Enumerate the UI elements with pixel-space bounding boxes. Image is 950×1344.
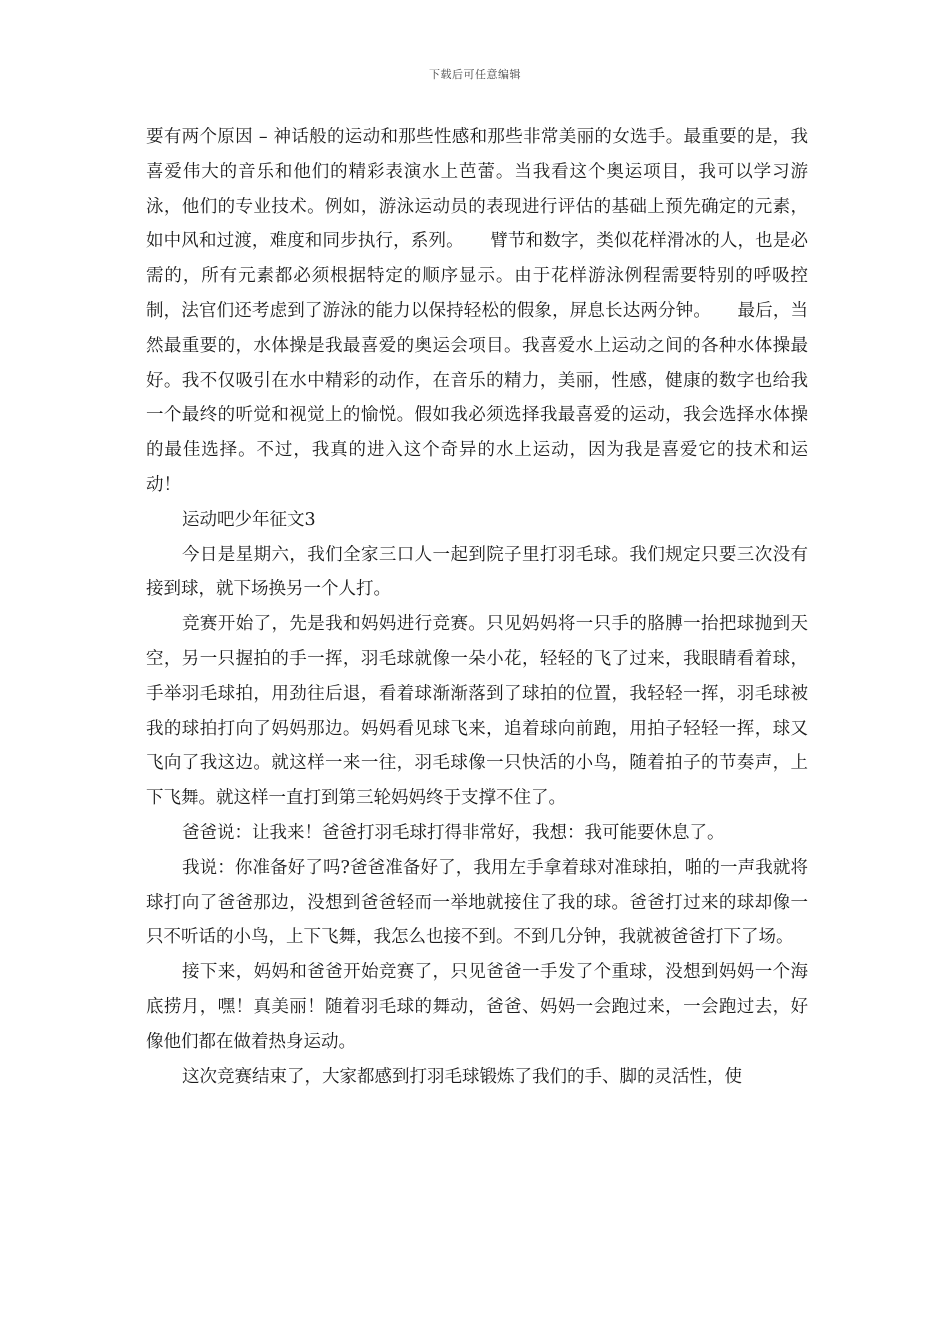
paragraph: 这次竞赛结束了，大家都感到打羽毛球锻炼了我们的手、脚的灵活性，使 bbox=[182, 1066, 742, 1087]
paragraph: 接下来，妈妈和爸爸开始竞赛了，只见爸爸一手发了个重球，没想到妈妈一个海底捞月，嘿！真美丽！随着羽毛球的舞动，爸爸、妈妈一会跑过来，一会跑过去，好像他们都在做着热身运动。 bbox=[146, 962, 808, 1052]
paragraph: 我说：你准备好了吗?爸爸准备好了，我用左手拿着球对准球拍，啪的一声我就将球打向了爸爸那边，没想到爸爸轻而一举地就接住了我的球。爸爸打过来的球却像一只不听话的小鸟，上下飞舞，我怎么也接不到。不到几分钟，我就被爸爸打下了场。 bbox=[146, 857, 808, 948]
paragraph: 竞赛开始了，先是我和妈妈进行竞赛。只见妈妈将一只手的胳膊一抬把球抛到天空，另一只握拍的手一挥，羽毛球就像一朵小花，轻轻的飞了过来，我眼睛看着球，手举羽毛球拍，用劲往后退，看着球渐渐落到了球拍的位置，我轻轻一挥，羽毛球被我的球拍打向了妈妈那边。妈妈看见球飞来，追着球向前跑，用拍子轻轻一挥，球又飞向了我这边。就这样一来一往，羽毛球像一只快活的小鸟，随着拍子的节奏声，上下飞舞。就这样一直打到第三轮妈妈终于支撑不住了。 bbox=[146, 614, 808, 809]
paragraph: 爸爸说：让我来！爸爸打羽毛球打得非常好，我想：我可能要休息了。 bbox=[182, 822, 725, 843]
page-header: 下载后可任意编辑 bbox=[429, 68, 521, 81]
paragraph: 今日是星期六，我们全家三口人一起到院子里打羽毛球。我们规定只要三次没有接到球，就下场换另一个人打。 bbox=[146, 544, 808, 600]
section-heading: 运动吧少年征文3 bbox=[182, 509, 316, 530]
document-body bbox=[146, 120, 808, 1094]
paragraph: 要有两个原因 – 神话般的运动和那些性感和那些非常美丽的女选手。最重要的是，我喜爱伟大的音乐和他们的精彩表演水上芭蕾。当我看这个奥运项目，我可以学习游泳，他们的专业技术。例如，游泳运动员的表现进行评估的基础上预先确定的元素，如中风和过渡，难度和同步执行，系列。 臂节和数字，类似花样滑冰的人，也是必需的，所有元素都必须根据特定的顺序显示。由于花样游泳例程需要特别的呼吸控制，法官们还考虑到了游泳的能力以保持轻松的假象，屏息长达两分钟。 最后，当然最重要的，水体操是我最喜爱的奥运会项目。我喜爱水上运动之间的各种水体操最好。我不仅吸引在水中精彩的动作，在音乐的精力，美丽，性感，健康的数字也给我一个最终的听觉和视觉上的愉悦。假如我必须选择我最喜爱的运动，我会选择水体操的最佳选择。不过，我真的进入这个奇异的水上运动，因为我是喜爱它的技术和运动！ bbox=[146, 127, 808, 495]
